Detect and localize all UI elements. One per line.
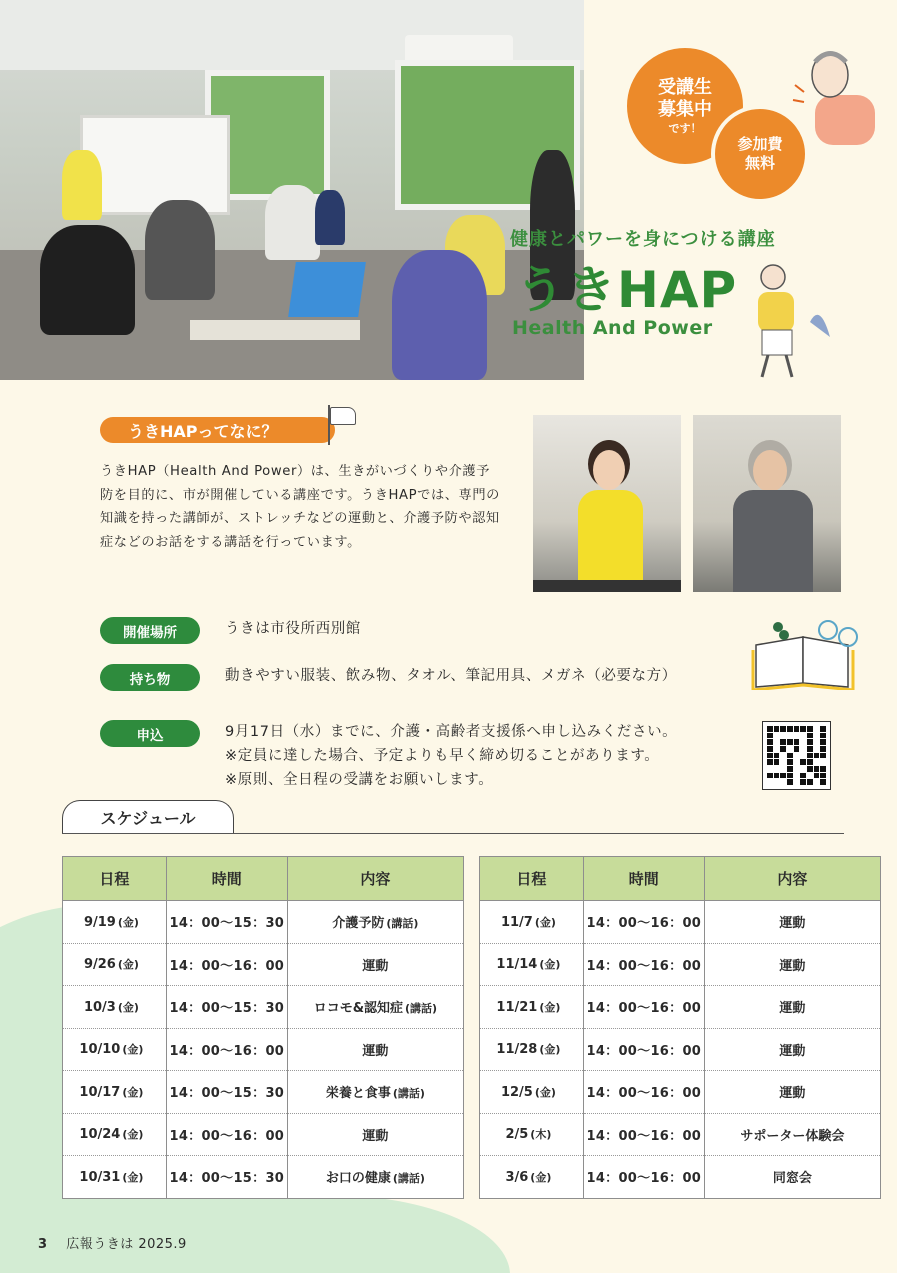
schedule-row	[480, 1156, 881, 1199]
schedule-content	[287, 943, 463, 986]
date-value: 10/24	[79, 1127, 121, 1143]
qr-code[interactable]	[762, 721, 831, 790]
content-note: (講話)	[405, 1002, 438, 1016]
schedule-date	[63, 1071, 167, 1114]
content-value: 同窓会	[772, 1171, 812, 1187]
day-of-week: (金)	[117, 915, 139, 929]
schedule-time: 14：00～16：00	[583, 1113, 704, 1156]
flag-icon	[330, 407, 356, 425]
venue-label: 開催場所	[100, 617, 200, 644]
date-value: 11/14	[496, 957, 538, 973]
recruit-line-3: です！	[668, 121, 702, 135]
apply-line-3: ※原則、全日程の受講をお願いします。	[225, 772, 494, 788]
schedule-time: 14：00～16：00	[166, 1028, 287, 1071]
schedule-date	[480, 1156, 584, 1199]
content-value: ロコモ&認知症	[313, 1001, 404, 1017]
date-value: 2/5	[505, 1127, 529, 1143]
photo-person	[265, 185, 320, 260]
date-value: 10/10	[79, 1042, 121, 1058]
schedule-table-right	[479, 856, 881, 1199]
course-subtitle: 健康とパワーを身につける講座	[510, 229, 776, 250]
photo-person	[392, 250, 487, 380]
photo-laptop	[288, 262, 366, 317]
content-value: 運動	[779, 958, 806, 974]
schedule-time: 14：00～16：00	[583, 1028, 704, 1071]
day-of-week: (金)	[539, 1000, 561, 1014]
schedule-time: 14：00～16：00	[166, 1113, 287, 1156]
walking-woman-illustration	[740, 262, 835, 382]
schedule-content	[287, 901, 463, 944]
recruit-line-1: 受講生	[658, 76, 712, 98]
header-content: 内容	[704, 857, 880, 901]
schedule-date	[63, 1113, 167, 1156]
schedule-content	[287, 1071, 463, 1114]
header-content: 内容	[287, 857, 463, 901]
header-date: 日程	[63, 857, 167, 901]
photo-person	[145, 200, 215, 300]
content-value: 運動	[362, 1043, 389, 1059]
schedule-row	[480, 943, 881, 986]
date-value: 10/3	[83, 999, 116, 1015]
schedule-content	[704, 1028, 880, 1071]
schedule-table-left	[62, 856, 464, 1199]
date-value: 11/28	[496, 1042, 538, 1058]
venue-value: うきは市役所西別館	[225, 621, 361, 637]
photo-person	[40, 225, 135, 335]
apply-line-1: 9月17日（水）までに、介護・高齢者支援係へ申し込みください。	[225, 724, 678, 740]
day-of-week: (金)	[122, 1085, 144, 1099]
schedule-row	[63, 901, 464, 944]
schedule-content	[287, 1028, 463, 1071]
day-of-week: (金)	[122, 1170, 144, 1184]
day-of-week: (金)	[539, 958, 561, 972]
header-date: 日程	[480, 857, 584, 901]
schedule-date	[480, 1113, 584, 1156]
date-value: 10/17	[79, 1084, 121, 1100]
schedule-content	[287, 1113, 463, 1156]
day-of-week: (木)	[530, 1128, 552, 1142]
schedule-date	[63, 1156, 167, 1199]
schedule-time: 14：00～16：00	[583, 943, 704, 986]
schedule-content	[704, 1156, 880, 1199]
page-footer	[38, 1233, 187, 1252]
schedule-date	[480, 1028, 584, 1071]
book-glasses-icon	[748, 615, 863, 690]
schedule-time: 14：00～15：30	[166, 901, 287, 944]
schedule-time: 14：00～16：00	[583, 986, 704, 1029]
schedule-row	[63, 1028, 464, 1071]
fee-line-2: 無料	[744, 154, 775, 172]
schedule-date	[480, 943, 584, 986]
photo-whiteboard	[80, 115, 230, 215]
date-value: 10/31	[79, 1169, 121, 1185]
page-number: 3	[38, 1237, 48, 1252]
publication-name: 広報うきは 2025.9	[66, 1237, 187, 1252]
schedule-content	[704, 1071, 880, 1114]
participant-photo	[693, 415, 841, 592]
schedule-row	[480, 986, 881, 1029]
date-value: 9/26	[83, 957, 116, 973]
intro-body: うきHAP（Health And Power）は、生きがいづくりや介護予防を目的に、市が開催している講座です。うきHAPでは、専門の知識を持った講師が、ストレッチなどの運動と、介護予防や認知症などのお話をする講話を行っています。	[100, 464, 500, 550]
day-of-week: (金)	[530, 1170, 552, 1184]
items-label: 持ち物	[100, 664, 200, 691]
content-value: サポーター体験会	[740, 1128, 845, 1144]
schedule-date	[63, 986, 167, 1029]
schedule-date	[63, 943, 167, 986]
apply-line-2: ※定員に達した場合、予定よりも早く締め切ることがあります。	[225, 748, 660, 764]
schedule-row	[63, 1156, 464, 1199]
date-value: 9/19	[83, 914, 116, 930]
schedule-time: 14：00～15：30	[166, 1071, 287, 1114]
content-note: (講話)	[386, 917, 419, 931]
schedule-content	[704, 901, 880, 944]
content-note: (講話)	[392, 1172, 425, 1186]
content-value: 介護予防	[332, 916, 385, 932]
schedule-time: 14：00～16：00	[583, 901, 704, 944]
schedule-content	[704, 1113, 880, 1156]
content-value: お口の健康	[325, 1171, 391, 1187]
schedule-date	[480, 986, 584, 1029]
schedule-time: 14：00～16：00	[583, 1156, 704, 1199]
schedule-row	[63, 1071, 464, 1114]
day-of-week: (金)	[117, 1000, 139, 1014]
photo-person	[315, 190, 345, 245]
schedule-tab: スケジュール	[62, 800, 234, 834]
schedule-content	[287, 1156, 463, 1199]
schedule-date	[480, 1071, 584, 1114]
schedule-date	[63, 901, 167, 944]
fee-line-1: 参加費	[737, 135, 783, 154]
content-value: 運動	[779, 1086, 806, 1102]
content-note: (講話)	[392, 1087, 425, 1101]
schedule-time: 14：00～16：00	[583, 1071, 704, 1114]
date-value: 11/21	[496, 999, 538, 1015]
date-value: 12/5	[500, 1084, 533, 1100]
schedule-date	[63, 1028, 167, 1071]
content-value: 運動	[362, 958, 389, 974]
class-photo	[0, 0, 584, 380]
day-of-week: (金)	[534, 1085, 556, 1099]
schedule-content	[704, 943, 880, 986]
header-time: 時間	[166, 857, 287, 901]
schedule-row	[63, 986, 464, 1029]
schedule-row	[480, 1071, 881, 1114]
intro-heading: うきHAPってなに？	[100, 417, 335, 443]
content-value: 運動	[779, 916, 806, 932]
photo-desk	[190, 320, 360, 340]
schedule-time: 14：00～16：00	[166, 943, 287, 986]
course-english-title: Health And Power	[512, 317, 713, 339]
date-value: 3/6	[505, 1169, 529, 1185]
schedule-content	[287, 986, 463, 1029]
items-value: 動きやすい服装、飲み物、タオル、筆記用具、メガネ（必要な方）	[225, 668, 677, 684]
schedule-time: 14：00～15：30	[166, 1156, 287, 1199]
content-value: 栄養と食事	[325, 1086, 391, 1102]
header-time: 時間	[583, 857, 704, 901]
content-value: 運動	[779, 1001, 806, 1017]
day-of-week: (金)	[534, 915, 556, 929]
schedule-row	[63, 943, 464, 986]
course-title: うきHAP	[515, 261, 738, 319]
day-of-week: (金)	[117, 958, 139, 972]
day-of-week: (金)	[122, 1128, 144, 1142]
schedule-content	[704, 986, 880, 1029]
schedule-date	[480, 901, 584, 944]
photo-person	[62, 150, 102, 220]
schedule-row	[480, 1028, 881, 1071]
content-value: 運動	[362, 1128, 389, 1144]
schedule-row	[63, 1113, 464, 1156]
content-value: 運動	[779, 1043, 806, 1059]
day-of-week: (金)	[539, 1043, 561, 1057]
instructor-photo	[533, 415, 681, 592]
date-value: 11/7	[500, 914, 533, 930]
schedule-divider	[62, 833, 844, 834]
recruit-line-2: 募集中	[658, 99, 712, 121]
apply-label: 申込	[100, 720, 200, 747]
schedule-row	[480, 901, 881, 944]
elderly-man-illustration	[790, 40, 885, 145]
schedule-time: 14：00～15：30	[166, 986, 287, 1029]
schedule-row	[480, 1113, 881, 1156]
day-of-week: (金)	[122, 1043, 144, 1057]
